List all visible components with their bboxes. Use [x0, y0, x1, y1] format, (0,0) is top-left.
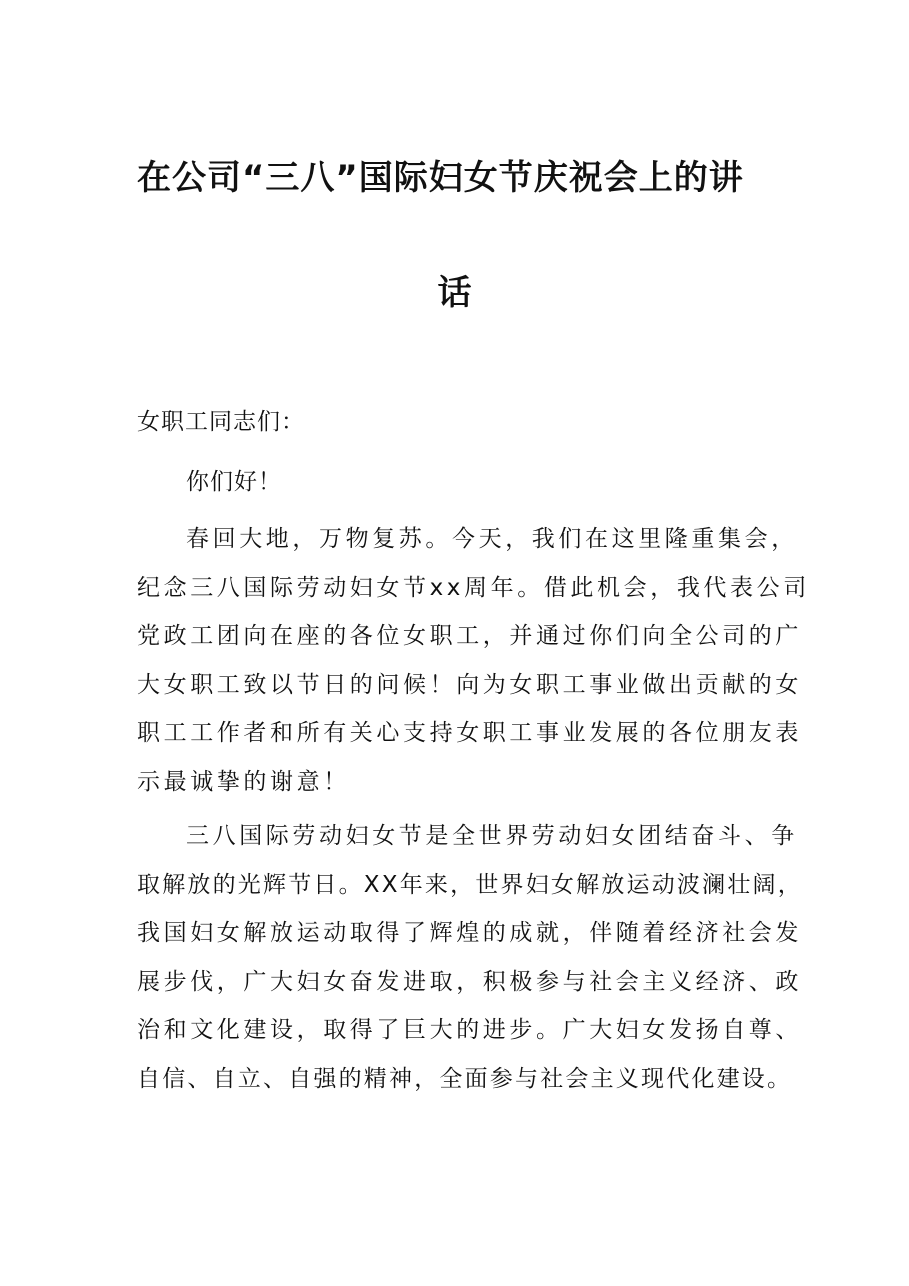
paragraph-line: 纪念三八国际劳动妇女节xx周年。借此机会，我代表公司 — [137, 574, 810, 601]
salutation: 女职工同志们： — [137, 409, 305, 435]
paragraph-line: 展步伐，广大妇女奋发进取，积极参与社会主义经济、政 — [137, 968, 802, 995]
paragraph-line: 三八国际劳动妇女节是全世界劳动妇女团结奋斗、争 — [186, 823, 798, 849]
paragraph-line: 我国妇女解放运动取得了辉煌的成就，伴随着经济社会发 — [137, 920, 802, 946]
paragraph-line: 大女职工致以节日的问候！向为女职工事业做出贡献的女 — [137, 671, 802, 698]
paragraph-2 — [137, 812, 803, 1103]
paragraph-line: 党政工团向在座的各位女职工，并通过你们向全公司的广 — [137, 623, 802, 649]
paragraph-line: 职工工作者和所有关心支持女职工事业发展的各位朋友表 — [137, 720, 802, 746]
paragraph-line: 自信、自立、自强的精神，全面参与社会主义现代化建设。 — [137, 1065, 793, 1092]
paragraph-1 — [137, 515, 810, 806]
paragraph-line: 春回大地，万物复苏。今天，我们在这里隆重集会， — [186, 526, 798, 552]
paragraph-line: 示最诚挚的谢意！ — [137, 768, 350, 795]
paragraph-line: 治和文化建设，取得了巨大的进步。广大妇女发扬自尊、 — [137, 1017, 802, 1043]
greeting: 你们好！ — [186, 469, 282, 495]
document-title-line-2: 话 — [437, 273, 473, 313]
paragraph-line: 取解放的光辉节日。XX年来，世界妇女解放运动波澜壮阔， — [137, 871, 803, 898]
document-title-line-1: 在公司“三八”国际妇女节庆祝会上的讲 — [137, 158, 744, 198]
